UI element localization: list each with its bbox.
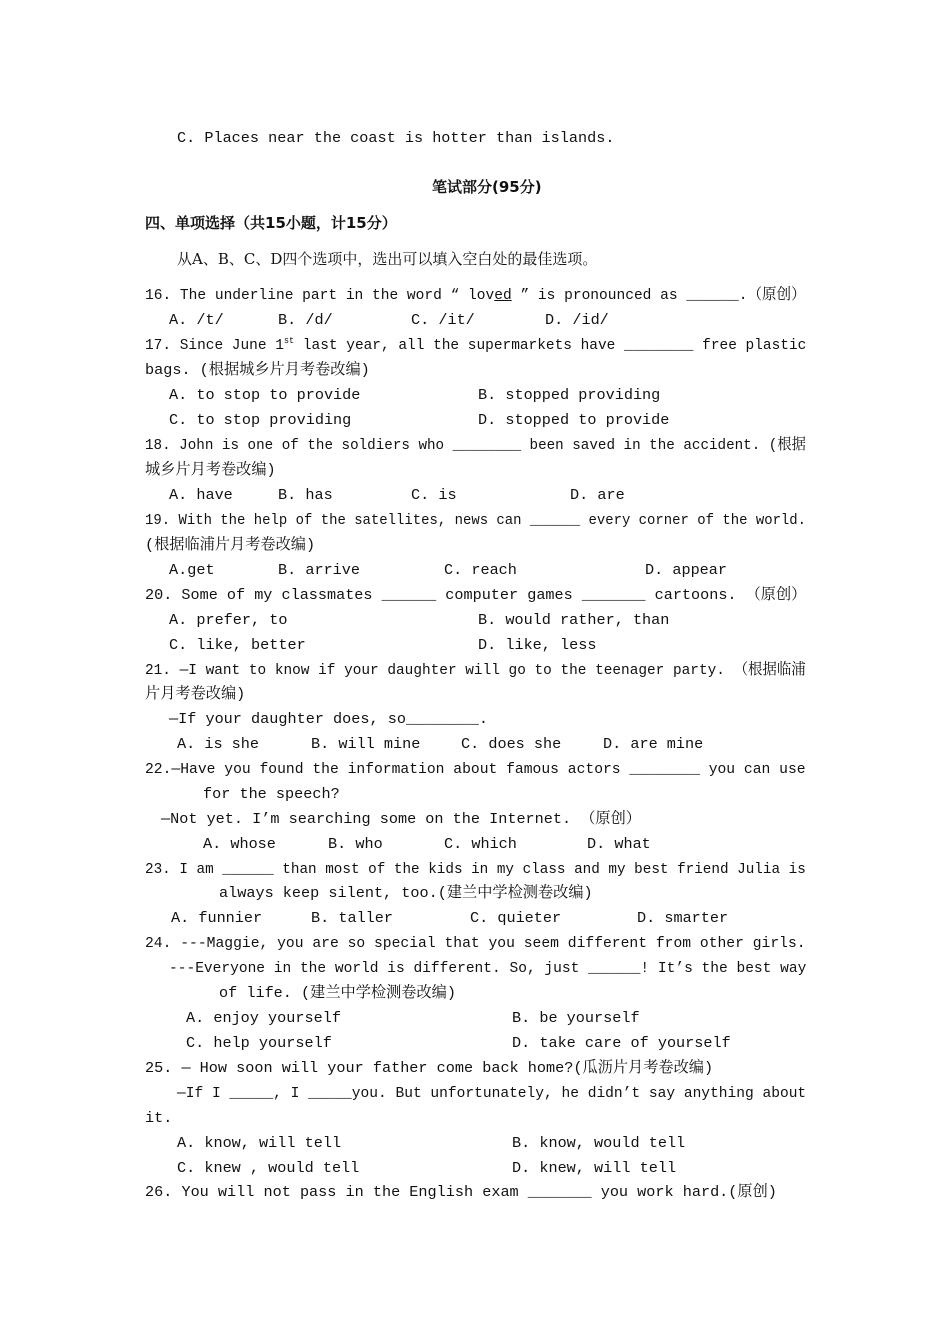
q25-option-c: C. knew , would tell [177,1159,360,1177]
section-title: 笔试部分(95分) [432,178,542,196]
q24-option-a: A. enjoy yourself [186,1009,341,1027]
question-16 [145,285,806,305]
q20-option-c: C. like, better [169,636,306,654]
question-22-line3: —Not yet. I’m searching some on the Internet. （原创） [161,810,641,828]
q22-option-d: D. what [587,835,651,853]
part-heading: 四、单项选择（共15小题，计15分） [145,214,397,232]
question-17-tail: last year, all the supermarkets have ________ free plastic [294,336,807,354]
q18-option-c: C. is [411,486,457,504]
q18-option-b: B. has [278,486,333,504]
question-17-stem: 17. Since June 1 [145,336,284,354]
question-19: 19. With the help of the satellites, news can ______ every corner of the world. [145,511,807,529]
question-21-line3: —If your daughter does, so________. [169,710,488,728]
q16-option-c: C. /it/ [411,311,475,329]
question-24-line3: of life. (建兰中学检测卷改编) [219,984,456,1002]
question-22: 22.—Have you found the information about famous actors ________ you can use [145,760,806,778]
question-24-line2: ---Everyone in the world is different. So, just ______! It’s the best way [169,959,807,977]
question-19-line2: (根据临浦片月考卷改编) [145,536,316,554]
q21-option-d: D. are mine [603,735,704,753]
q24-option-c: C. help yourself [186,1034,332,1052]
q19-option-a: A.get [169,561,215,579]
question-21: 21. —I want to know if your daughter will go to the teenager party. （根据临浦 [145,661,806,679]
q23-option-a: A. funnier [171,909,263,927]
question-20: 20. Some of my classmates ______ computer games _______ cartoons. （原创） [145,586,807,604]
question-17-line2: bags. (根据城乡片月考卷改编) [145,361,370,379]
q25-option-d: D. knew, will tell [512,1159,677,1177]
question-17-sup: st [283,335,295,346]
question-16-tail: ” is pronounced as ______.（原创） [511,286,806,304]
question-24: 24. ---Maggie, you are so special that you seem different from other girls. [145,934,806,952]
q25-option-b: B. know, would tell [512,1134,686,1152]
question-23: 23. I am ______ than most of the kids in my class and my best friend Julia is [145,860,806,878]
question-26: 26. You will not pass in the English exam _______ you work hard.(原创) [145,1183,777,1201]
q17-option-b: B. stopped providing [478,386,661,404]
question-17 [145,335,806,355]
q20-option-d: D. like, less [478,636,597,654]
q20-option-a: A. prefer, to [169,611,288,629]
q16-option-a: A. /t/ [169,311,224,329]
q22-option-c: C. which [444,835,517,853]
question-21-line2: 片月考卷改编) [145,685,246,703]
question-25: 25. — How soon will your father come back home?(瓜沥片月考卷改编) [145,1059,714,1077]
q16-option-d: D. /id/ [545,311,609,329]
question-18-line2: 城乡片月考卷改编) [145,461,276,479]
q17-option-a: A. to stop to provide [169,386,361,404]
q22-option-b: B. who [328,835,383,853]
q21-option-c: C. does she [461,735,562,753]
q24-option-b: B. be yourself [512,1009,640,1027]
q19-option-b: B. arrive [278,561,361,579]
question-25-line2: —If I _____, I _____you. But unfortunately, he didn’t say anything about [177,1084,807,1102]
q21-option-a: A. is she [177,735,260,753]
q21-option-b: B. will mine [311,735,421,753]
option-c-line: C. Places near the coast is hotter than islands. [177,129,615,147]
q17-option-c: C. to stop providing [169,411,352,429]
question-23-line2: always keep silent, too.(建兰中学检测卷改编) [219,884,593,902]
q24-option-d: D. take care of yourself [512,1034,731,1052]
instruction: 从A、B、C、D四个选项中，选出可以填入空白处的最佳选项。 [177,250,598,268]
q23-option-b: B. taller [311,909,394,927]
q23-option-c: C. quieter [470,909,562,927]
q23-option-d: D. smarter [637,909,729,927]
q19-option-d: D. appear [645,561,728,579]
question-16-underlined: ed [494,286,512,304]
q16-option-b: B. /d/ [278,311,333,329]
q25-option-a: A. know, will tell [177,1134,342,1152]
q20-option-b: B. would rather, than [478,611,670,629]
question-22-line2: for the speech? [203,785,340,803]
q18-option-d: D. are [570,486,625,504]
q18-option-a: A. have [169,486,233,504]
q22-option-a: A. whose [203,835,276,853]
q17-option-d: D. stopped to provide [478,411,670,429]
question-18: 18. John is one of the soldiers who ________ been saved in the accident. (根据 [145,436,806,454]
q19-option-c: C. reach [444,561,517,579]
question-25-line3: it. [145,1109,173,1127]
question-16-stem: 16. The underline part in the word “ lov [145,286,495,304]
